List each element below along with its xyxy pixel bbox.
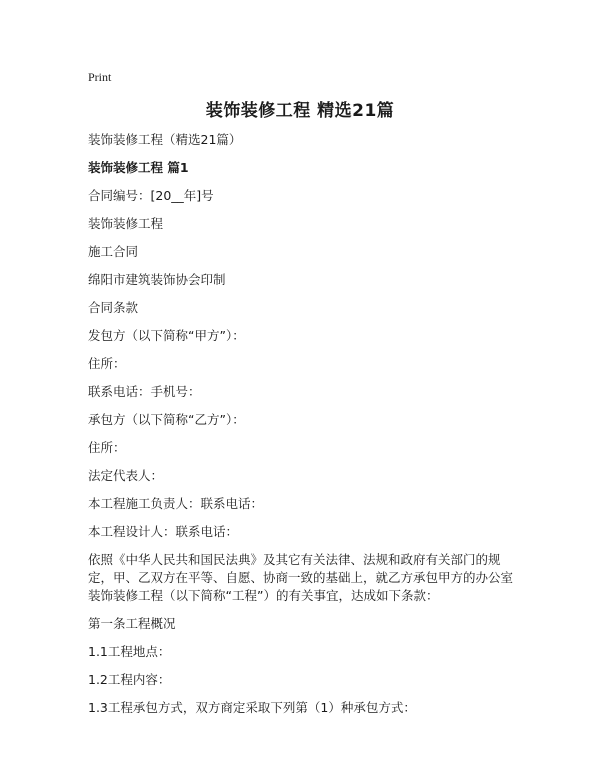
article-one-heading: 第一条工程概况 xyxy=(88,616,176,631)
contract-number: 合同编号：[20__年]号 xyxy=(88,188,214,203)
legal-representative: 法定代表人： xyxy=(88,468,164,483)
party-b-line: 承包方（以下简称“乙方”）： xyxy=(88,412,245,427)
party-b-address: 住所： xyxy=(88,440,126,455)
project-name-line: 装饰装修工程 xyxy=(88,216,164,231)
document-body xyxy=(88,131,520,727)
contract-type-line: 施工合同 xyxy=(88,244,139,259)
party-a-address: 住所： xyxy=(88,356,126,371)
clause-1-2: 1.2工程内容： xyxy=(88,672,171,687)
construction-manager: 本工程施工负责人：联系电话： xyxy=(88,496,264,511)
document-title: 装饰装修工程 精选21篇 xyxy=(205,101,395,121)
party-a-line: 发包方（以下简称“甲方”）： xyxy=(88,328,245,343)
party-a-phone: 联系电话：手机号： xyxy=(88,384,201,399)
publisher-line: 绵阳市建筑装饰协会印制 xyxy=(88,272,226,287)
preamble-paragraph: 依照《中华人民共和国民法典》及其它有关法律、法规和政府有关部门的规定，甲、乙双方在平等、自愿、协商一致的基础上，就乙方承包甲方的办公室装饰装修工程（以下简称“工程”）的有关事宜，达成如下条款： xyxy=(88,552,514,603)
print-label: Print xyxy=(88,70,112,84)
designer-line: 本工程设计人：联系电话： xyxy=(88,524,239,539)
clause-1-3: 1.3工程承包方式，双方商定采取下列第（1）种承包方式： xyxy=(88,700,416,715)
subtitle-line: 装饰装修工程（精选21篇） xyxy=(88,132,242,147)
contract-terms-heading: 合同条款 xyxy=(88,300,139,315)
clause-1-1: 1.1工程地点： xyxy=(88,644,171,659)
section-heading: 装饰装修工程 篇1 xyxy=(88,160,189,175)
